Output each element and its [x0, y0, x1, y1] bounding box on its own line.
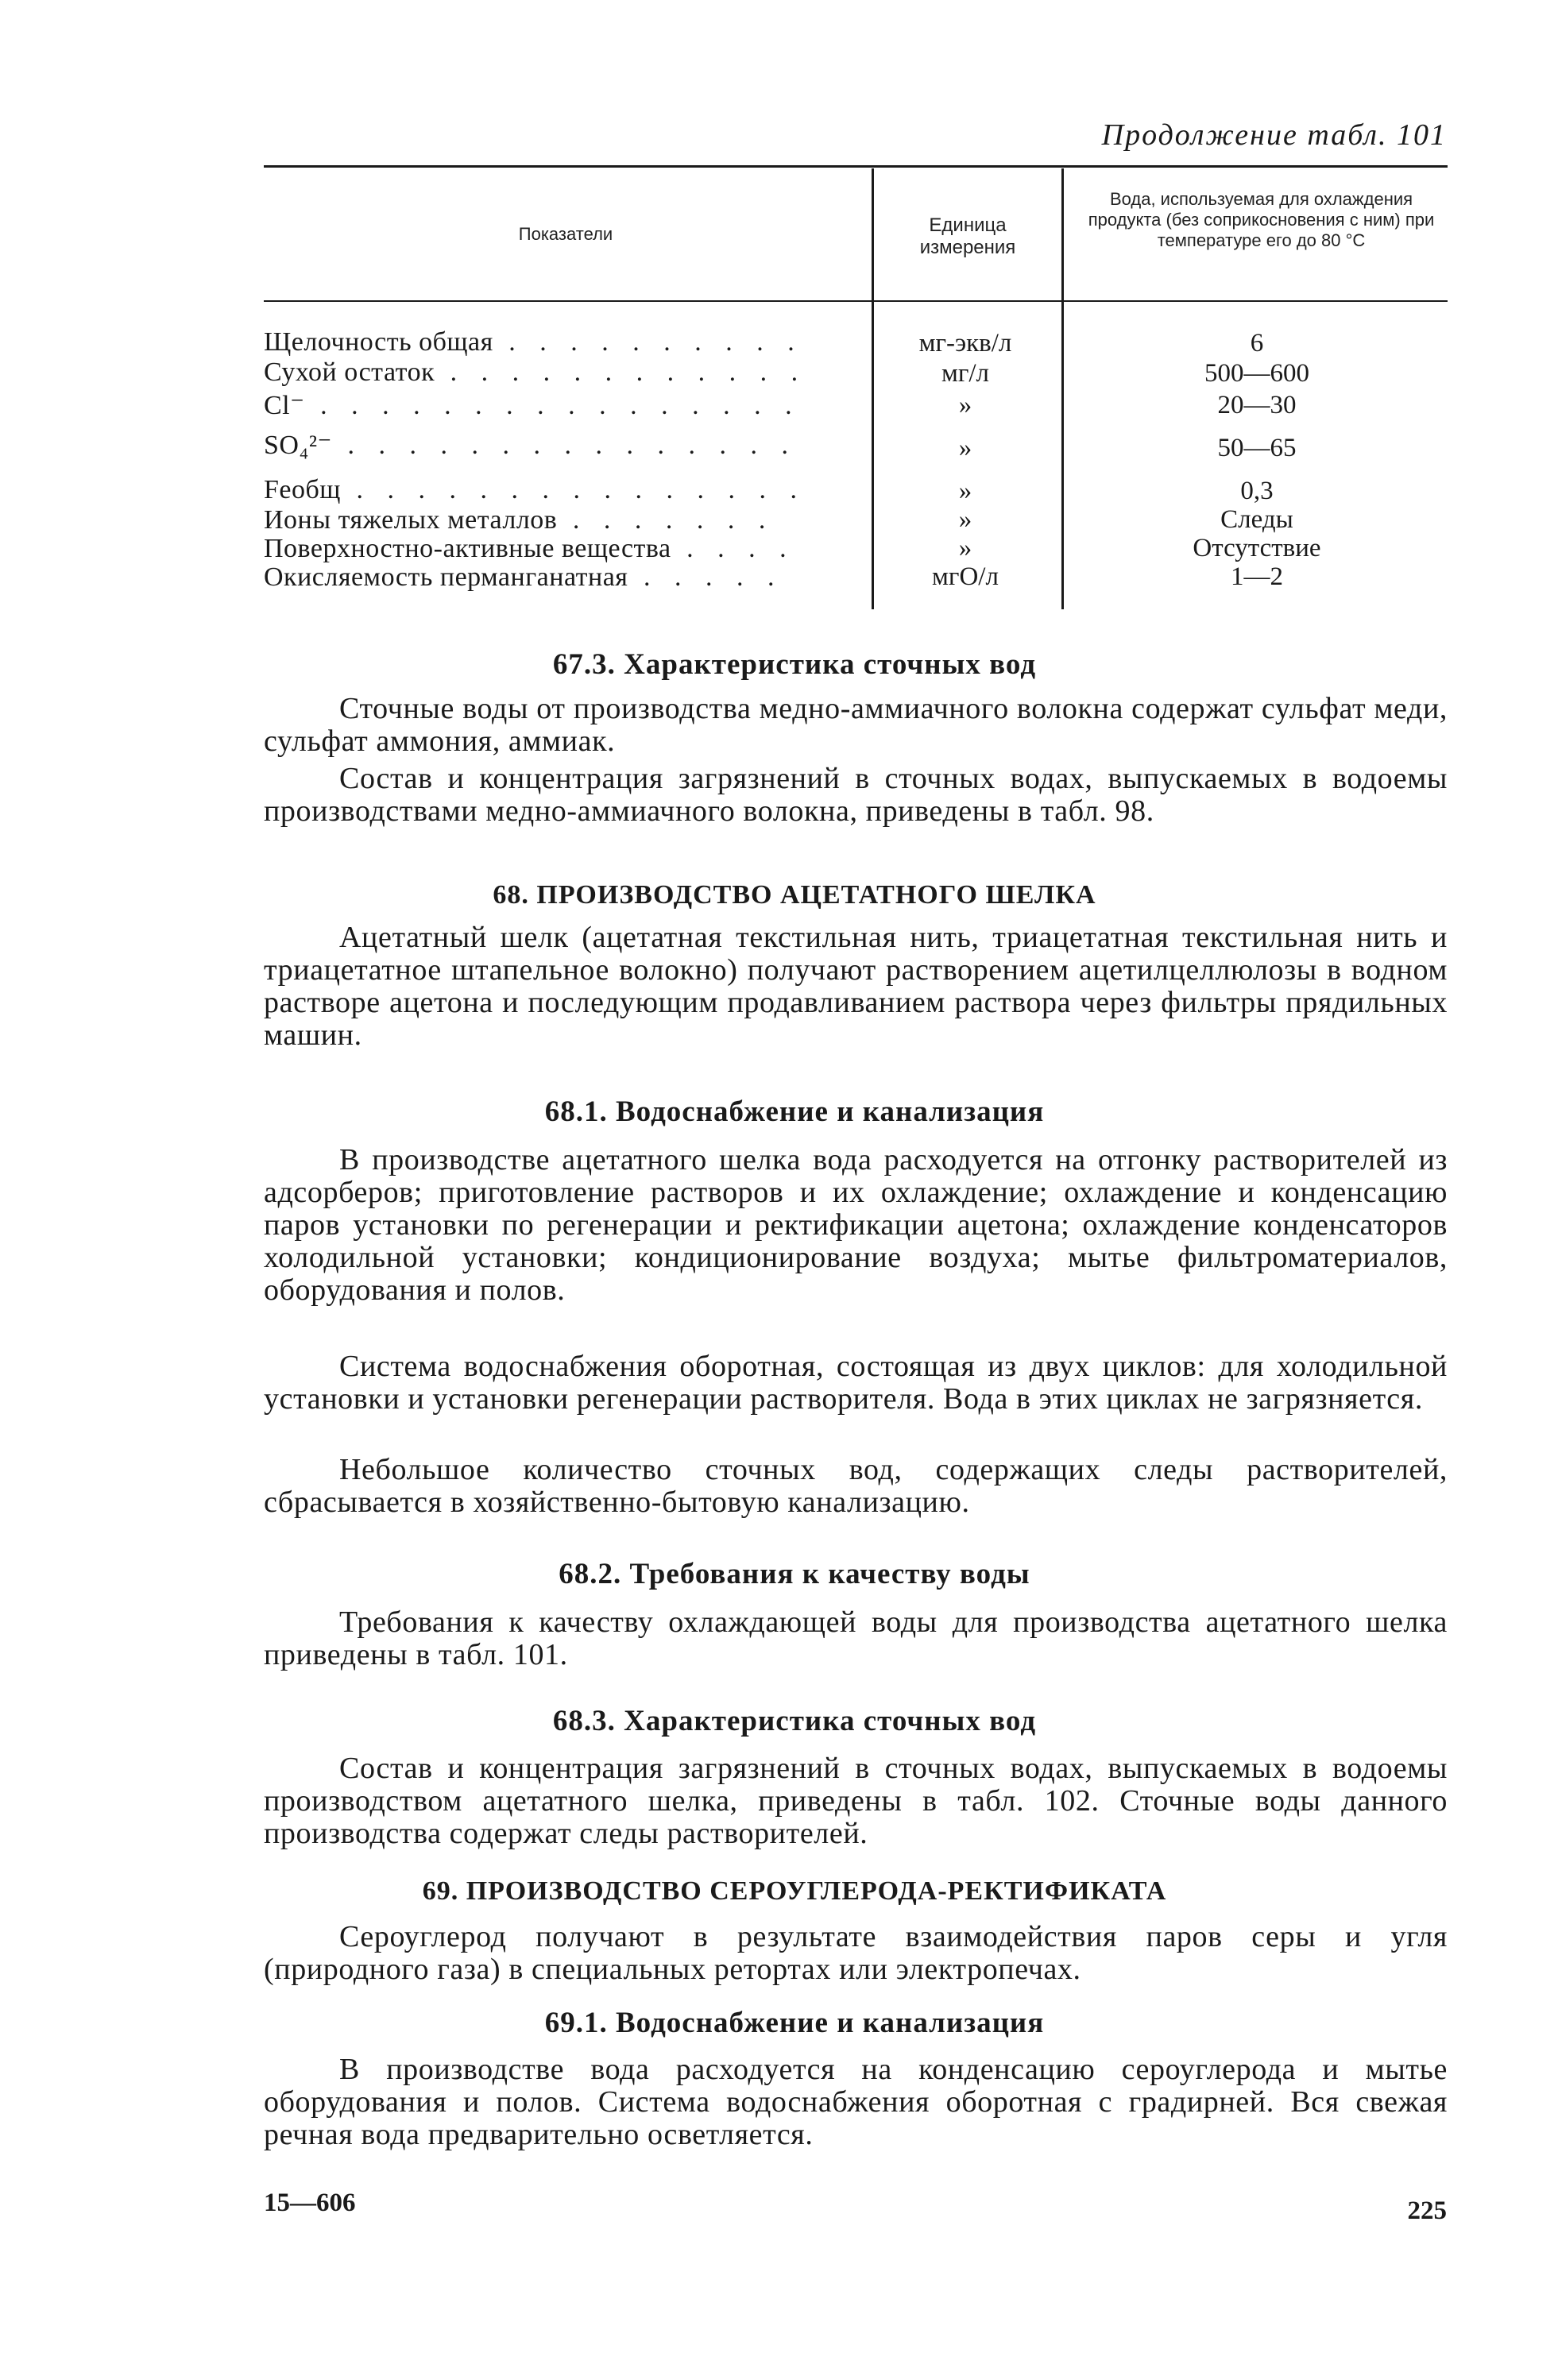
table-row-label: SO₄²⁻ . . . . . . . . . . . . . . .: [264, 431, 797, 460]
table-continuation-label: Продолжение табл. 101: [1101, 118, 1447, 152]
paragraph-69-1-1: В производстве вода расходуется на конденсацию сероуглерода и мытье оборудования и полов. Система водоснабжения оборотная с градирней. Вся свежая речная вода предварительно осветляется.: [264, 2053, 1448, 2151]
table-header-rule: [264, 300, 1448, 302]
table-row-label: Поверхностно-активные вещества . . . .: [264, 534, 795, 563]
table-row-label: Окисляемость перманганатная . . . . .: [264, 562, 783, 592]
section-title-69-1: 69.1. Водоснабжение и канализация: [544, 2007, 1045, 2039]
section-title-68-3: 68.3. Характеристика сточных вод: [552, 1705, 1037, 1737]
paragraph-68-1-2: Система водоснабжения оборотная, состоящая из двух циклов: для холодильной установки и установки регенерации растворителя. Вода в этих циклах не загрязняется.: [264, 1350, 1448, 1416]
table-row-label: Cl⁻ . . . . . . . . . . . . . . . .: [264, 391, 801, 420]
table-row-value: 500—600: [1204, 359, 1309, 388]
column-header-unit: Единица измерения: [919, 214, 1016, 258]
table-top-rule: [264, 165, 1448, 168]
paragraph-68-1-3: Небольшое количество сточных вод, содержащих следы растворителей, сбрасывается в хозяйственно-бытовую канализацию.: [264, 1453, 1448, 1519]
paragraph-68-2-1: Требования к качеству охлаждающей воды для производства ацетатного шелка приведены в табл. 101.: [264, 1605, 1448, 1671]
table-row-unit: »: [958, 477, 972, 505]
paragraph-67-3-1: Сточные воды от производства медно-аммиачного волокна содержат сульфат меди, сульфат аммония, аммиак.: [264, 692, 1448, 758]
table-row-value: Следы: [1220, 505, 1293, 534]
section-title-68: 68. ПРОИЗВОДСТВО АЦЕТАТНОГО ШЕЛКА: [493, 880, 1096, 910]
paragraph-68-3-1: Состав и концентрация загрязнений в сточных водах, выпускаемых в водоемы производством ацетатного шелка, приведены в табл. 102. Сточные воды данного производства содержат следы растворителей.: [264, 1752, 1448, 1850]
paragraph-69-1: Сероуглерод получают в результате взаимодействия паров серы и угля (природного газа) в специальных ретортах или электропечах.: [264, 1920, 1448, 1986]
table-row-value: 20—30: [1217, 391, 1297, 419]
table-row-unit: »: [958, 505, 972, 534]
paragraph-68-1: Ацетатный шелк (ацетатная текстильная нить, триацетатная текстильная нить и триацетатное штапельное волокно) получают растворением ацетилцеллюлозы в водном растворе ацетона и последующим продавливанием раствора через фильтры прядильных машин.: [264, 921, 1448, 1052]
section-title-69: 69. ПРОИЗВОДСТВО СЕРОУГЛЕРОДА-РЕКТИФИКАТА: [422, 1876, 1167, 1906]
table-row-unit: мгО/л: [932, 562, 999, 591]
table-row-unit: »: [958, 434, 972, 462]
paragraph-68-1-1: В производстве ацетатного шелка вода расходуется на отгонку растворителей из адсорберов; приготовление растворов и их охлаждение; охлаждение и конденсацию паров установки по регенерации и ректификации ацетона; охлаждение конденсаторов холодильной установки; кондиционирование воздуха; мытье фильтроматериалов, оборудования и полов.: [264, 1143, 1448, 1307]
table-row-label: Feобщ . . . . . . . . . . . . . . .: [264, 475, 806, 504]
page-number: 225: [1407, 2196, 1447, 2225]
table-row-label: Щелочность общая . . . . . . . . . .: [264, 327, 803, 357]
column-header-cooling-water: Вода, используемая для охлаждения продукта (без соприкосновения с ним) при температуре его до 80 °С: [1088, 189, 1435, 250]
table-row-unit: »: [958, 391, 972, 419]
table-row-unit: мг/л: [941, 359, 990, 388]
table-row-label: Сухой остаток . . . . . . . . . . . .: [264, 357, 807, 387]
table-row-value: 1—2: [1231, 562, 1283, 591]
table-column-divider-2: [1061, 168, 1064, 609]
table-row-value: 50—65: [1217, 434, 1297, 462]
column-header-indicators: Показатели: [518, 224, 613, 244]
paragraph-67-3-2: Состав и концентрация загрязнений в сточных водах, выпускаемых в водоемы производствами медно-аммиачного волокна, приведены в табл. 98.: [264, 762, 1448, 828]
table-row-unit: »: [958, 534, 972, 562]
section-title-68-2: 68.2. Требования к качеству воды: [559, 1558, 1030, 1590]
table-row-unit: мг-экв/л: [918, 329, 1012, 357]
table-row-value: 6: [1250, 329, 1264, 357]
section-title-67-3: 67.3. Характеристика сточных вод: [552, 648, 1037, 681]
table-row-label: Ионы тяжелых металлов . . . . . . .: [264, 505, 775, 535]
table-row-value: 0,3: [1240, 477, 1274, 505]
printer-signature: 15—606: [264, 2189, 356, 2217]
table-row-value: Отсутствие: [1193, 534, 1321, 562]
section-title-68-1: 68.1. Водоснабжение и канализация: [544, 1095, 1045, 1128]
